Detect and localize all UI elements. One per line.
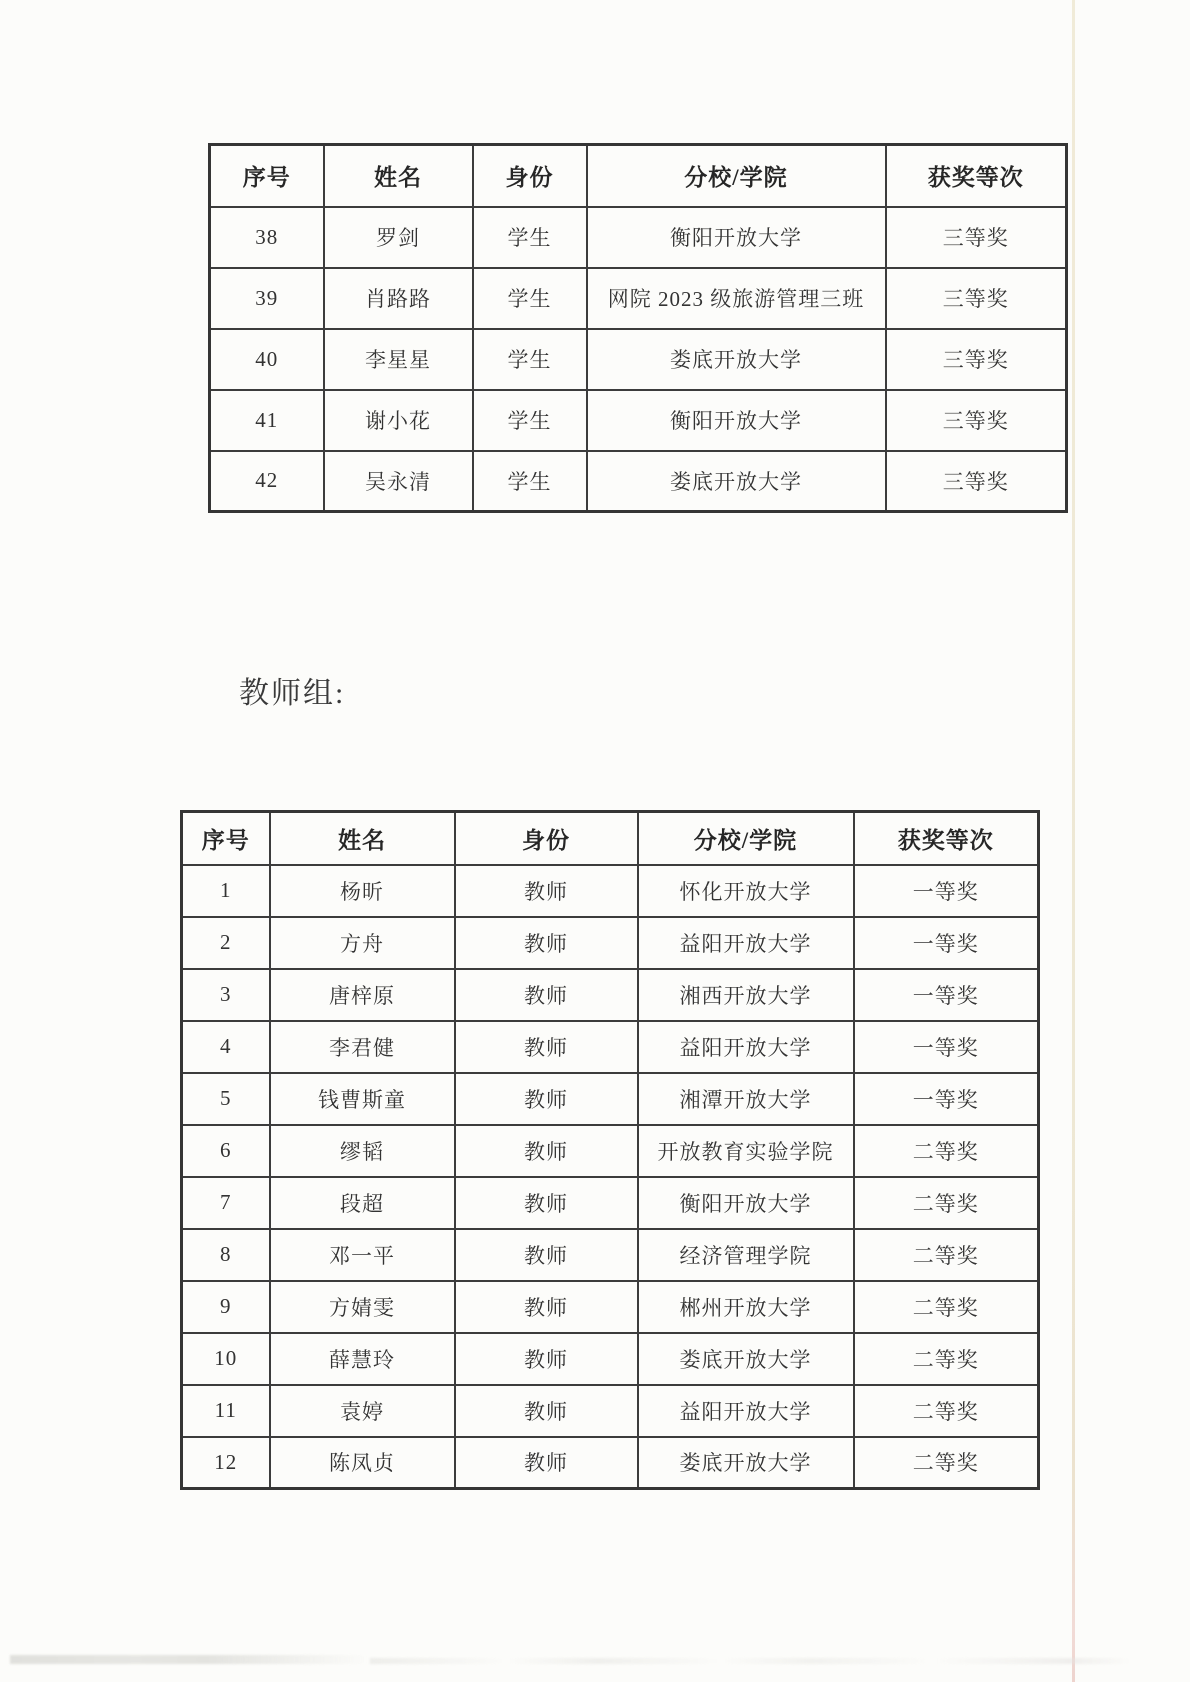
- header-row: [210, 145, 1067, 207]
- table-cell: 娄底开放大学: [638, 1333, 854, 1385]
- table-cell: 学生: [473, 451, 587, 512]
- table-row: [182, 1177, 1039, 1229]
- header-row: [182, 812, 1039, 865]
- table-cell: 学生: [473, 268, 587, 329]
- scan-smudge-left: [10, 1655, 370, 1664]
- teacher-awards-table: [180, 810, 1040, 1490]
- table-cell: 二等奖: [854, 1125, 1039, 1177]
- column-header: 姓名: [324, 145, 473, 207]
- table-cell: 经济管理学院: [638, 1229, 854, 1281]
- table-cell: 杨昕: [270, 865, 455, 917]
- column-header: 序号: [182, 812, 270, 865]
- table-cell: 6: [182, 1125, 270, 1177]
- table-row: [210, 207, 1067, 268]
- table-cell: 三等奖: [886, 451, 1067, 512]
- table-cell: 4: [182, 1021, 270, 1073]
- teacher-group-heading: 教师组:: [239, 677, 346, 710]
- table-cell: 湘西开放大学: [638, 969, 854, 1021]
- table-cell: 7: [182, 1177, 270, 1229]
- table-cell: 罗剑: [324, 207, 473, 268]
- table-cell: 38: [210, 207, 324, 268]
- table-cell: 一等奖: [854, 1073, 1039, 1125]
- table-row: [182, 1333, 1039, 1385]
- table-row: [182, 865, 1039, 917]
- table-cell: 方婧雯: [270, 1281, 455, 1333]
- table-cell: 三等奖: [886, 329, 1067, 390]
- student-awards-table: [208, 143, 1068, 513]
- table-row: [182, 1281, 1039, 1333]
- column-header: 身份: [455, 812, 638, 865]
- table-cell: 12: [182, 1437, 270, 1489]
- table-cell: 教师: [455, 1125, 638, 1177]
- column-header: 分校/学院: [587, 145, 886, 207]
- table-cell: 教师: [455, 1073, 638, 1125]
- table-cell: 5: [182, 1073, 270, 1125]
- table-cell: 谢小花: [324, 390, 473, 451]
- table-cell: 网院 2023 级旅游管理三班: [587, 268, 886, 329]
- table-cell: 衡阳开放大学: [587, 390, 886, 451]
- table-row: [182, 1229, 1039, 1281]
- table-cell: 肖路路: [324, 268, 473, 329]
- table-row: [210, 329, 1067, 390]
- table-cell: 二等奖: [854, 1281, 1039, 1333]
- table-cell: 教师: [455, 1229, 638, 1281]
- table-cell: 二等奖: [854, 1437, 1039, 1489]
- table-cell: 益阳开放大学: [638, 1021, 854, 1073]
- table-cell: 薛慧玲: [270, 1333, 455, 1385]
- table-cell: 教师: [455, 1333, 638, 1385]
- table-cell: 一等奖: [854, 917, 1039, 969]
- table-cell: 二等奖: [854, 1177, 1039, 1229]
- student-table-body: [210, 207, 1067, 512]
- table-cell: 二等奖: [854, 1229, 1039, 1281]
- table-cell: 二等奖: [854, 1385, 1039, 1437]
- table-cell: 益阳开放大学: [638, 1385, 854, 1437]
- table-cell: 缪韬: [270, 1125, 455, 1177]
- table-cell: 三等奖: [886, 390, 1067, 451]
- table-cell: 教师: [455, 1437, 638, 1489]
- teacher-table-body: [182, 865, 1039, 1489]
- table-cell: 段超: [270, 1177, 455, 1229]
- table-cell: 教师: [455, 1177, 638, 1229]
- table-row: [210, 390, 1067, 451]
- table-cell: 40: [210, 329, 324, 390]
- table-cell: 学生: [473, 329, 587, 390]
- table-cell: 三等奖: [886, 268, 1067, 329]
- table-cell: 怀化开放大学: [638, 865, 854, 917]
- column-header: 序号: [210, 145, 324, 207]
- table-row: [182, 1385, 1039, 1437]
- table-cell: 三等奖: [886, 207, 1067, 268]
- scan-smudge-right: [370, 1658, 1130, 1664]
- table-cell: 娄底开放大学: [638, 1437, 854, 1489]
- page-edge-scan-line: [1072, 0, 1075, 1682]
- table-row: [182, 917, 1039, 969]
- column-header: 获奖等次: [854, 812, 1039, 865]
- table-cell: 3: [182, 969, 270, 1021]
- table-cell: 10: [182, 1333, 270, 1385]
- table-cell: 邓一平: [270, 1229, 455, 1281]
- column-header: 身份: [473, 145, 587, 207]
- table-cell: 学生: [473, 207, 587, 268]
- table-cell: 陈凤贞: [270, 1437, 455, 1489]
- table-cell: 方舟: [270, 917, 455, 969]
- table-row: [182, 1021, 1039, 1073]
- table-cell: 2: [182, 917, 270, 969]
- table-cell: 39: [210, 268, 324, 329]
- table-row: [182, 1125, 1039, 1177]
- table-row: [182, 969, 1039, 1021]
- table-cell: 8: [182, 1229, 270, 1281]
- table-cell: 42: [210, 451, 324, 512]
- table-row: [210, 268, 1067, 329]
- table-cell: 衡阳开放大学: [638, 1177, 854, 1229]
- table-cell: 一等奖: [854, 969, 1039, 1021]
- table-cell: 郴州开放大学: [638, 1281, 854, 1333]
- table-row: [210, 451, 1067, 512]
- table-cell: 衡阳开放大学: [587, 207, 886, 268]
- student-table-header: [210, 145, 1067, 207]
- table-cell: 唐梓原: [270, 969, 455, 1021]
- table-cell: 李星星: [324, 329, 473, 390]
- table-cell: 教师: [455, 917, 638, 969]
- column-header: 分校/学院: [638, 812, 854, 865]
- table-cell: 钱曹斯童: [270, 1073, 455, 1125]
- table-cell: 开放教育实验学院: [638, 1125, 854, 1177]
- teacher-table-header: [182, 812, 1039, 865]
- table-cell: 吴永清: [324, 451, 473, 512]
- table-cell: 教师: [455, 1281, 638, 1333]
- table-cell: 娄底开放大学: [587, 329, 886, 390]
- table-cell: 教师: [455, 1385, 638, 1437]
- table-cell: 41: [210, 390, 324, 451]
- table-cell: 9: [182, 1281, 270, 1333]
- table-cell: 一等奖: [854, 865, 1039, 917]
- column-header: 姓名: [270, 812, 455, 865]
- table-cell: 娄底开放大学: [587, 451, 886, 512]
- table-cell: 二等奖: [854, 1333, 1039, 1385]
- table-row: [182, 1073, 1039, 1125]
- table-cell: 湘潭开放大学: [638, 1073, 854, 1125]
- table-cell: 教师: [455, 1021, 638, 1073]
- table-cell: 学生: [473, 390, 587, 451]
- table-cell: 李君健: [270, 1021, 455, 1073]
- table-cell: 益阳开放大学: [638, 917, 854, 969]
- table-cell: 教师: [455, 865, 638, 917]
- table-cell: 11: [182, 1385, 270, 1437]
- table-cell: 一等奖: [854, 1021, 1039, 1073]
- column-header: 获奖等次: [886, 145, 1067, 207]
- table-cell: 袁婷: [270, 1385, 455, 1437]
- table-cell: 1: [182, 865, 270, 917]
- table-row: [182, 1437, 1039, 1489]
- table-cell: 教师: [455, 969, 638, 1021]
